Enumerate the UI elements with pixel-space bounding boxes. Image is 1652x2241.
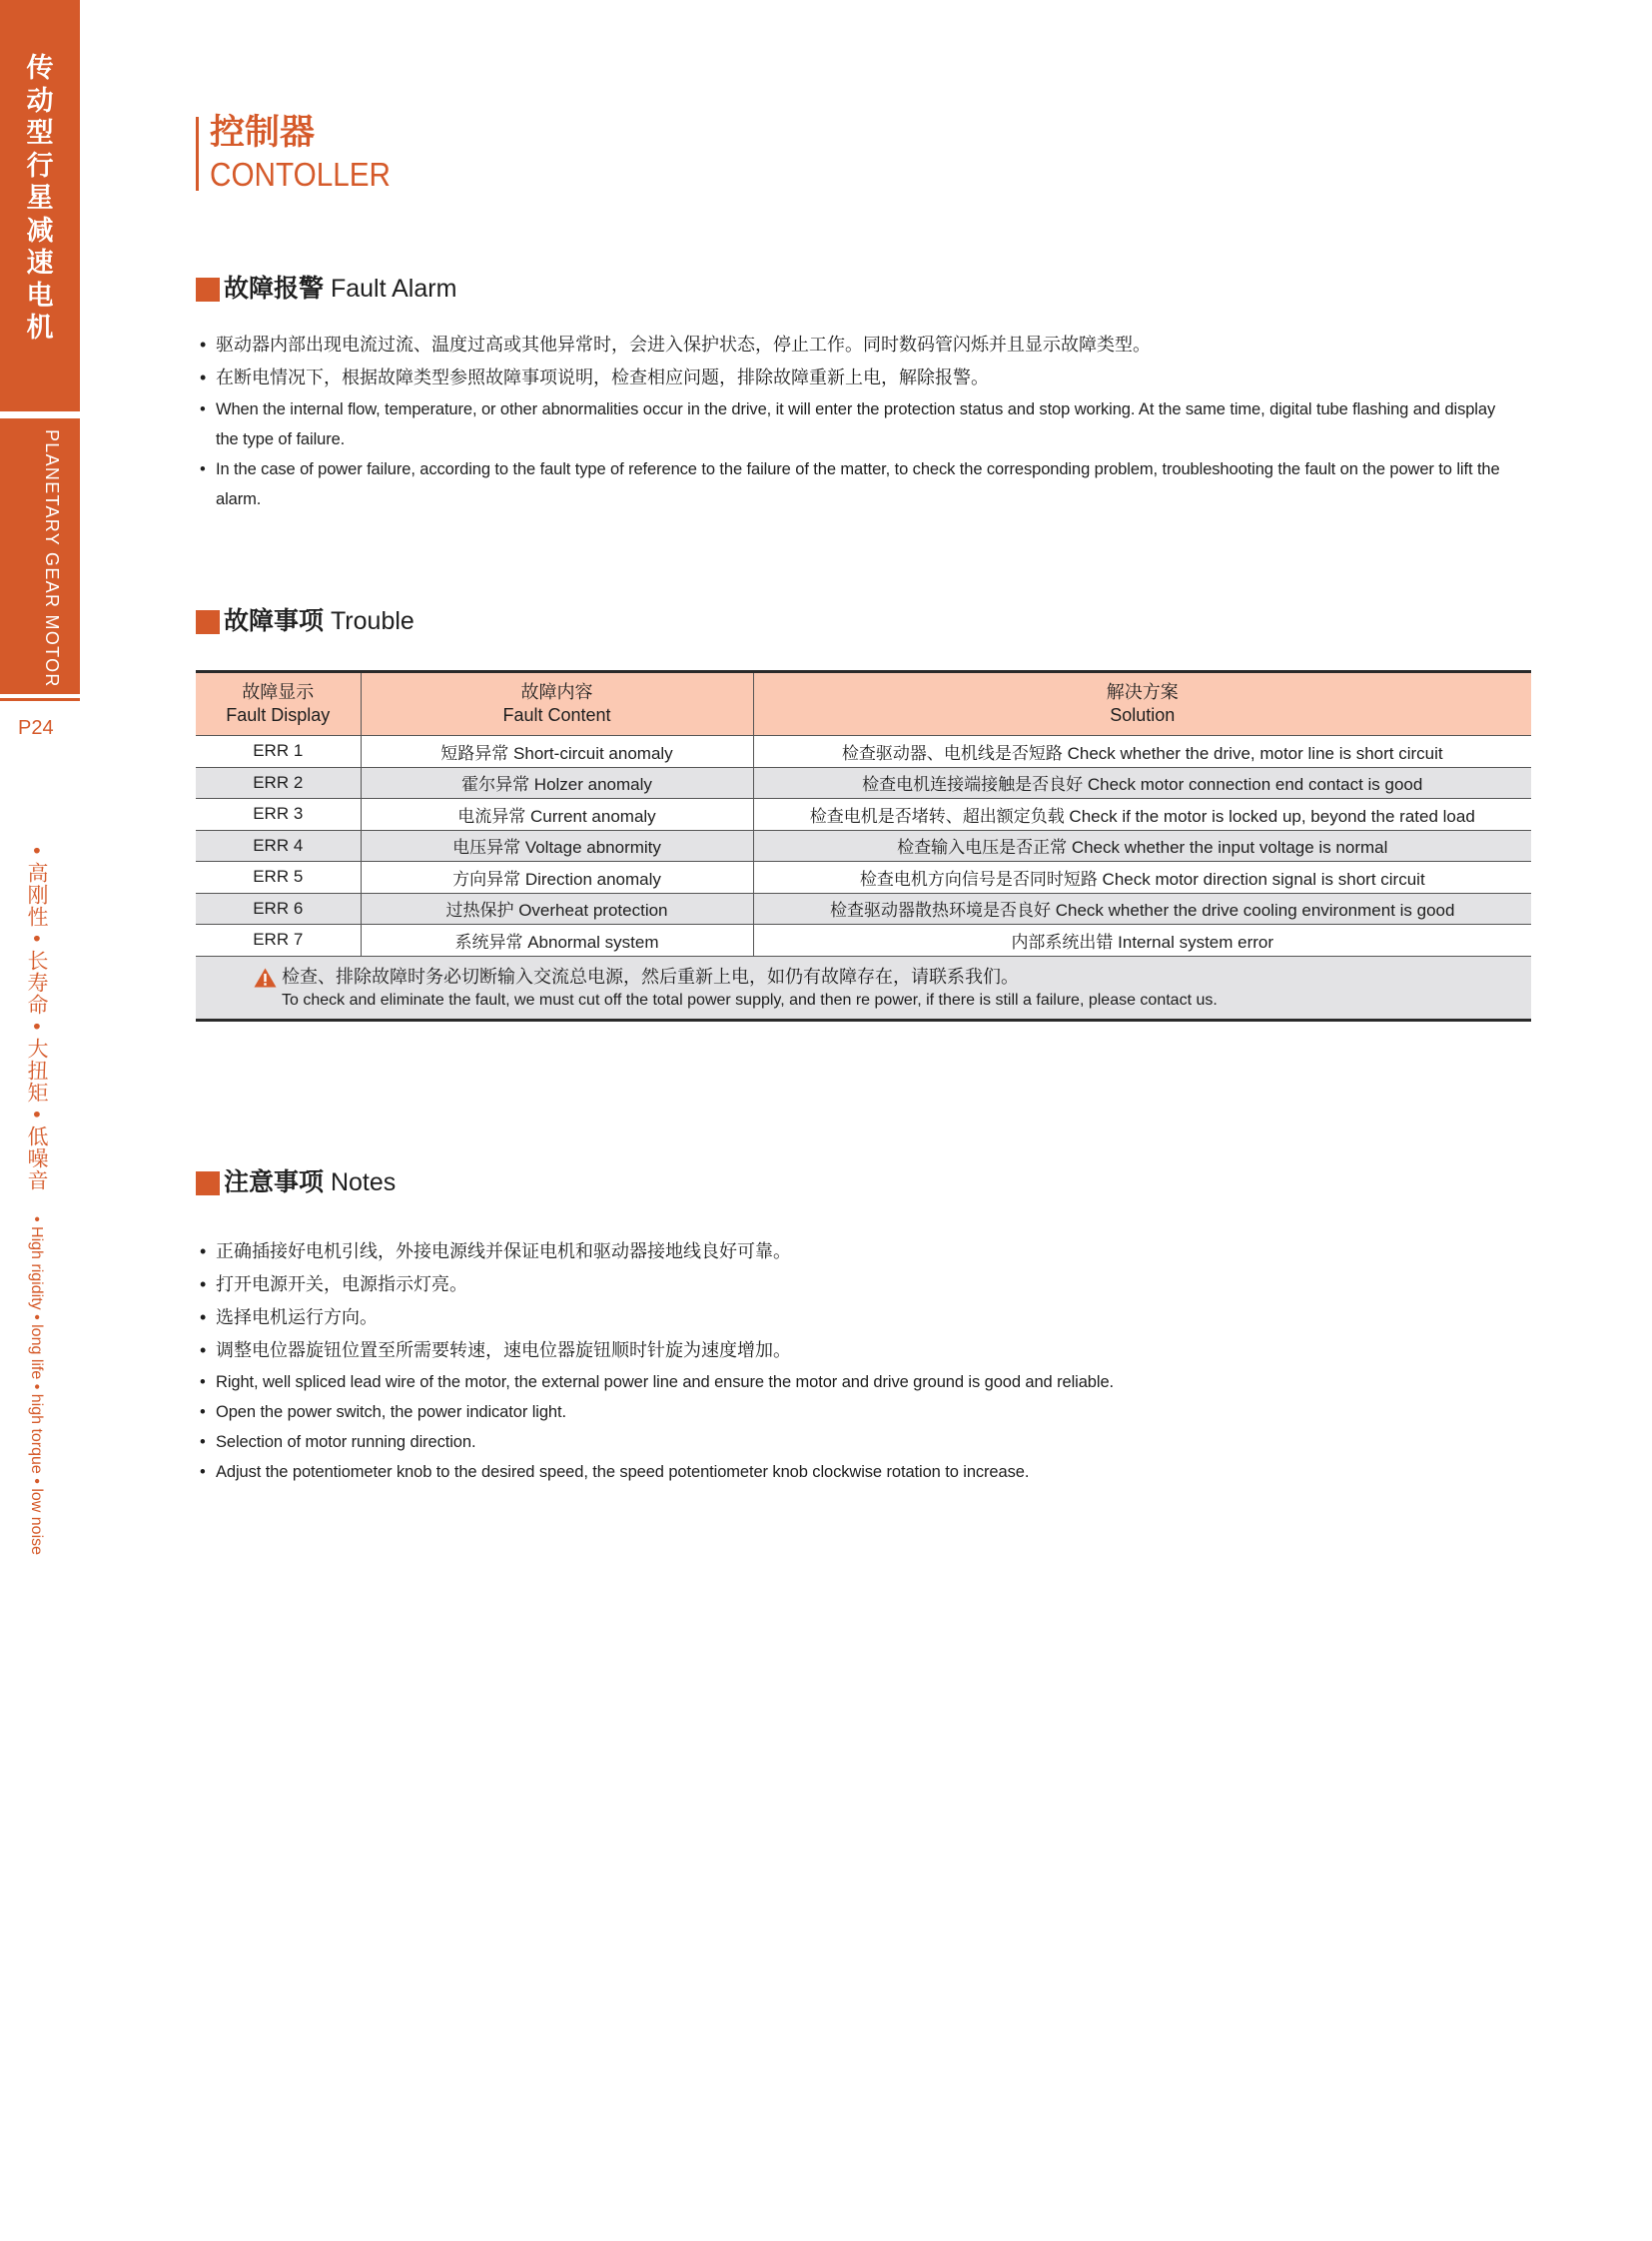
list-item: • Adjust the potentiometer knob to the desired speed, the speed potentiometer knob clockwise rotation to increase. bbox=[200, 1457, 1518, 1487]
column-header-fault-content: 故障内容 Fault Content bbox=[361, 672, 753, 736]
fault-code: ERR 5 bbox=[196, 862, 361, 894]
list-item: • When the internal flow, temperature, or other abnormalities occur in the drive, it will enter the protection status and stop working. At the same time, digital tube flashing and display the type of failure. bbox=[200, 394, 1518, 454]
fault-content: 过热保护 Overheat protection bbox=[361, 893, 753, 925]
fault-alarm-list bbox=[200, 329, 1518, 514]
sidebar-category-en: PLANETARY GEAR MOTOR bbox=[42, 429, 62, 688]
section-marker bbox=[196, 610, 220, 634]
table-row bbox=[196, 767, 1531, 799]
table-row bbox=[196, 736, 1531, 768]
fault-solution: 检查电机是否堵转、超出额定负载 Check if the motor is locked up, beyond the rated load bbox=[753, 799, 1531, 831]
sidebar-english-block bbox=[0, 418, 80, 694]
section-heading-cn: 故障事项 bbox=[224, 607, 325, 635]
page-title-cn: 控制器 bbox=[210, 113, 316, 152]
sidebar-features-cn: • 高刚性 • 长寿命 • 大扭矩 • 低噪音 bbox=[25, 847, 48, 1192]
table-note-row bbox=[196, 956, 1531, 1020]
table-row bbox=[196, 799, 1531, 831]
fault-code: ERR 1 bbox=[196, 736, 361, 768]
section-marker bbox=[196, 278, 220, 302]
header-accent-bar bbox=[196, 117, 199, 191]
fault-solution: 检查电机连接端接触是否良好 Check motor connection end contact is good bbox=[753, 767, 1531, 799]
notes-list bbox=[200, 1235, 1518, 1487]
page-title-en: CONTOLLER bbox=[210, 156, 392, 193]
fault-solution: 检查输入电压是否正常 Check whether the input voltage is normal bbox=[753, 830, 1531, 862]
list-item: • 调整电位器旋钮位置至所需要转速，速电位器旋钮顺时针旋为速度增加。 bbox=[200, 1334, 1518, 1367]
fault-solution: 检查电机方向信号是否同时短路 Check motor direction signal is short circuit bbox=[753, 862, 1531, 894]
list-item: • 正确插接好电机引线，外接电源线并保证电机和驱动器接地线良好可靠。 bbox=[200, 1235, 1518, 1268]
table-row bbox=[196, 862, 1531, 894]
note-text-cn: 检查、排除故障时务必切断输入交流总电源，然后重新上电，如仍有故障存在，请联系我们。 bbox=[282, 966, 1019, 987]
column-header-solution: 解决方案 Solution bbox=[753, 672, 1531, 736]
fault-code: ERR 4 bbox=[196, 830, 361, 862]
fault-content: 短路异常 Short-circuit anomaly bbox=[361, 736, 753, 768]
fault-content: 方向异常 Direction anomaly bbox=[361, 862, 753, 894]
list-item: • 打开电源开关，电源指示灯亮。 bbox=[200, 1268, 1518, 1301]
sidebar-gap bbox=[0, 411, 80, 418]
list-item: • 驱动器内部出现电流过流、温度过高或其他异常时，会进入保护状态，停止工作。同时数码管闪烁并且显示故障类型。 bbox=[200, 329, 1518, 362]
sidebar bbox=[0, 0, 80, 2241]
list-item: • Right, well spliced lead wire of the motor, the external power line and ensure the motor and drive ground is good and reliable. bbox=[200, 1367, 1518, 1397]
table-row bbox=[196, 925, 1531, 957]
warning-triangle-icon bbox=[254, 968, 277, 988]
page-number: P24 bbox=[18, 717, 54, 739]
sidebar-category-cn: 传 动 型 行 星 减 速 电 机 bbox=[26, 53, 54, 343]
fault-solution: 内部系统出错 Internal system error bbox=[753, 925, 1531, 957]
section-heading-cn: 故障报警 bbox=[224, 275, 325, 303]
list-item: • Selection of motor running direction. bbox=[200, 1427, 1518, 1457]
fault-content: 霍尔异常 Holzer anomaly bbox=[361, 767, 753, 799]
fault-code: ERR 7 bbox=[196, 925, 361, 957]
fault-content: 电压异常 Voltage abnormity bbox=[361, 830, 753, 862]
trouble-table bbox=[196, 670, 1531, 1022]
list-item: • Open the power switch, the power indicator light. bbox=[200, 1397, 1518, 1427]
table-row bbox=[196, 830, 1531, 862]
section-marker bbox=[196, 1171, 220, 1195]
section-heading-en: Notes bbox=[330, 1168, 397, 1196]
section-heading-en: Trouble bbox=[330, 607, 414, 635]
column-header-fault-display: 故障显示 Fault Display bbox=[196, 672, 361, 736]
note-text-en: To check and eliminate the fault, we must cut off the total power supply, and then re power, if there is still a failure, please contact us. bbox=[282, 991, 1218, 1009]
fault-content: 系统异常 Abnormal system bbox=[361, 925, 753, 957]
table-note bbox=[196, 956, 1531, 1020]
fault-code: ERR 6 bbox=[196, 893, 361, 925]
fault-content: 电流异常 Current anomaly bbox=[361, 799, 753, 831]
list-item: • In the case of power failure, according to the fault type of reference to the failure of the matter, to check the corresponding problem, troubleshooting the fault on the power to lift the alarm. bbox=[200, 454, 1518, 514]
fault-solution: 检查驱动器散热环境是否良好 Check whether the drive cooling environment is good bbox=[753, 893, 1531, 925]
table-row bbox=[196, 893, 1531, 925]
sidebar-features-en: • High rigidity • long life • high torque • low noise bbox=[28, 1216, 45, 1556]
list-item: • 在断电情况下，根据故障类型参照故障事项说明，检查相应问题，排除故障重新上电，解除报警。 bbox=[200, 362, 1518, 394]
section-heading-en: Fault Alarm bbox=[330, 275, 457, 303]
section-heading-cn: 注意事项 bbox=[224, 1168, 325, 1196]
table-header-row bbox=[196, 672, 1531, 736]
fault-solution: 检查驱动器、电机线是否短路 Check whether the drive, motor line is short circuit bbox=[753, 736, 1531, 768]
sidebar-divider bbox=[0, 698, 80, 701]
fault-code: ERR 3 bbox=[196, 799, 361, 831]
fault-code: ERR 2 bbox=[196, 767, 361, 799]
list-item: • 选择电机运行方向。 bbox=[200, 1301, 1518, 1334]
